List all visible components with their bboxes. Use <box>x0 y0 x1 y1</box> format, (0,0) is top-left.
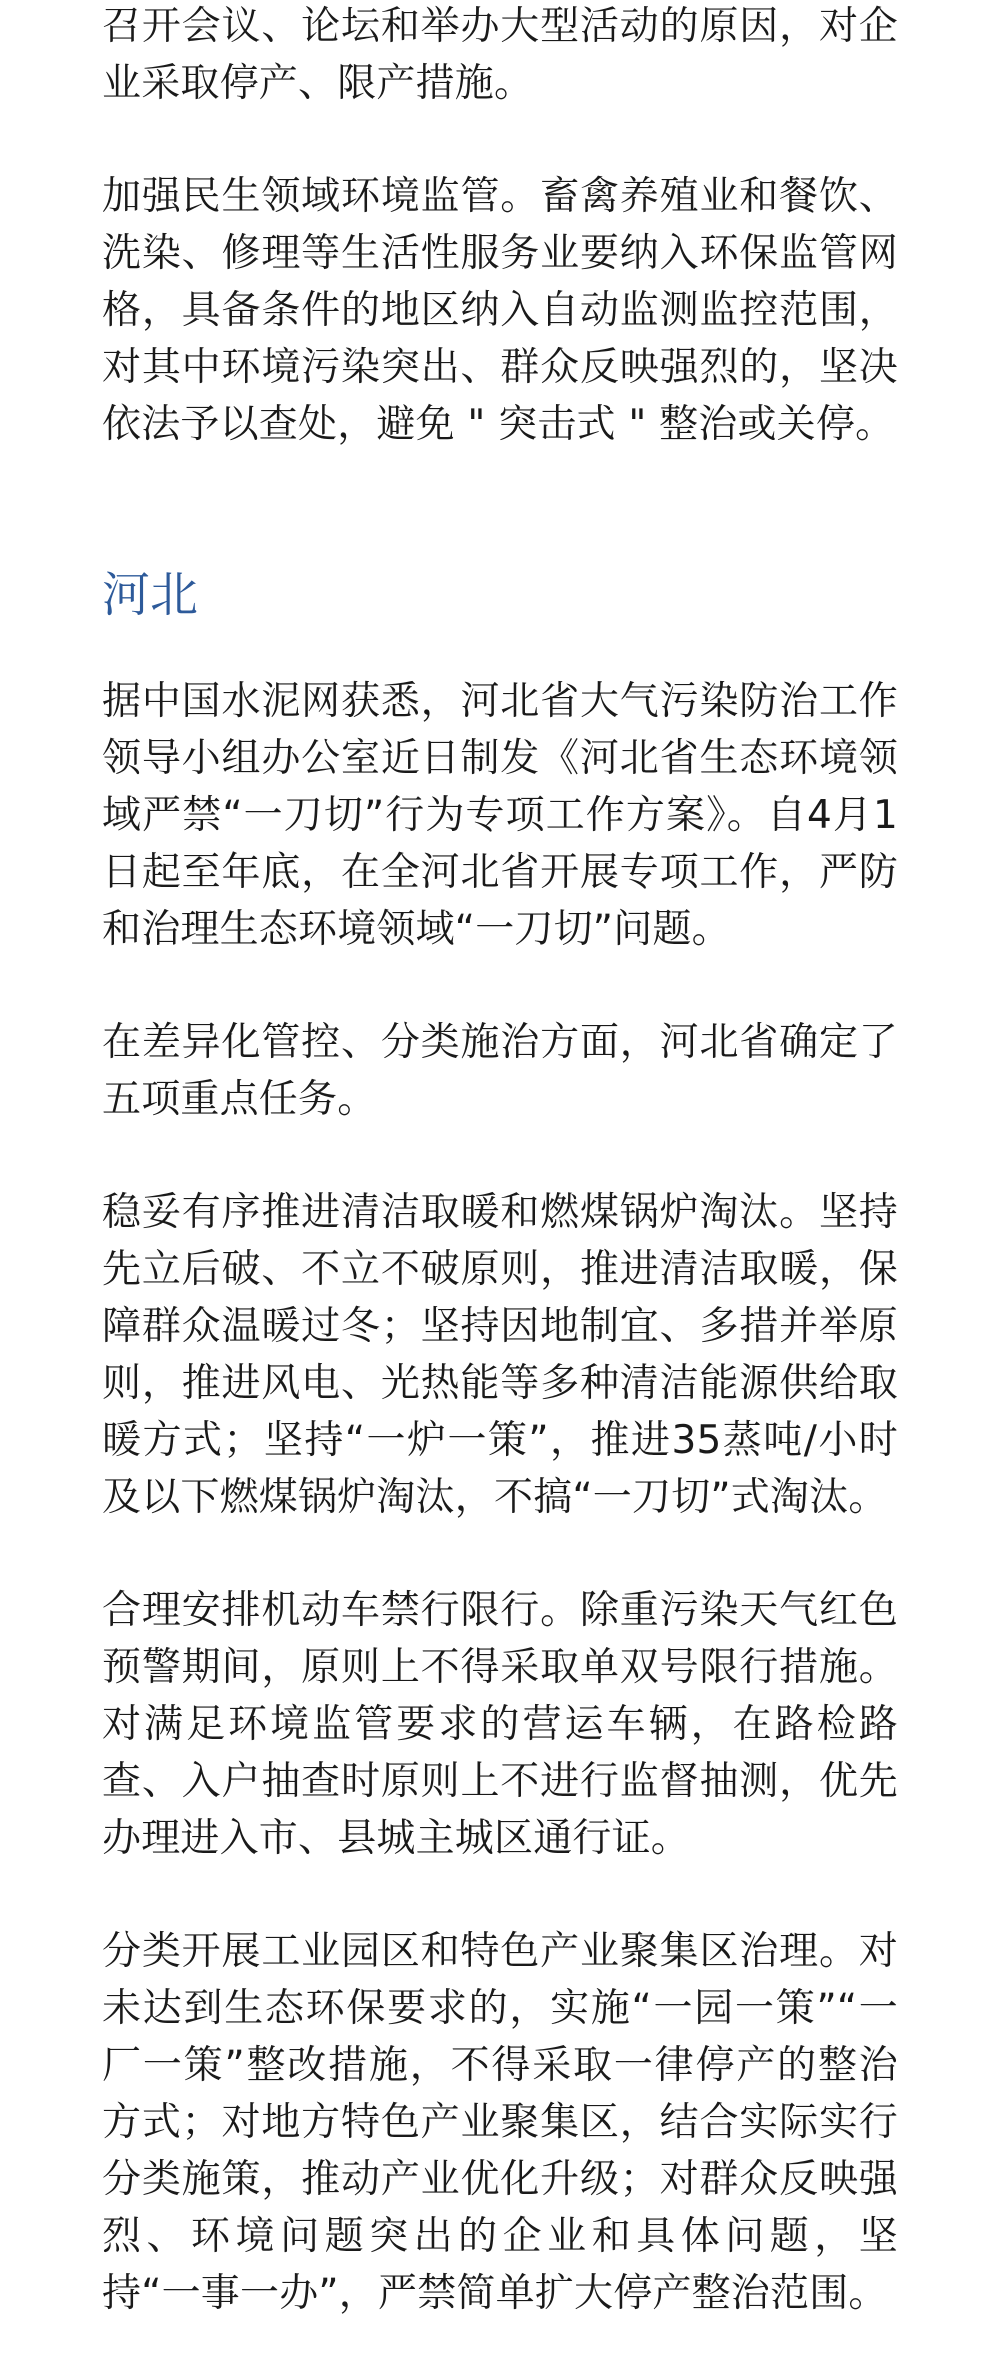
paragraph-livelihood-supervision: 加强民生领域环境监管。畜禽养殖业和餐饮、洗染、修理等生活性服务业要纳入环保监管网格，具备条件的地区纳入自动监测监控范围，对其中环境污染突出、群众反映强烈的，坚决依法予以查处，避免 " 突击式 " 整治或关停。 <box>102 174 898 447</box>
paragraph-clean-heating: 稳妥有序推进清洁取暖和燃煤锅炉淘汰。坚持先立后破、不立不破原则，推进清洁取暖，保障群众温暖过冬；坚持因地制宜、多措并举原则，推进风电、光热能等多种清洁能源供给取暖方式；坚持“一炉一策”，推进35蒸吨/小时及以下燃煤锅炉淘汰，不搞“一刀切”式淘汰。 <box>102 1190 898 1520</box>
paragraph-industrial-parks: 分类开展工业园区和特色产业聚集区治理。对未达到生态环保要求的，实施“一园一策”“一厂一策”整改措施，不得采取一律停产的整治方式；对地方特色产业聚集区，结合实际实行分类施策，推动产业优化升级；对群众反映强烈、环境问题突出的企业和具体问题，坚持“一事一办”，严禁简单扩大停产整治范围。 <box>102 1929 898 2316</box>
paragraph-meeting-measures: 召开会议、论坛和举办大型活动的原因，对企业采取停产、限产措施。 <box>102 4 898 106</box>
section-heading-hebei: 河北 <box>102 567 199 623</box>
paragraph-vehicle-restriction: 合理安排机动车禁行限行。除重污染天气红色预警期间，原则上不得采取单双号限行措施。对满足环境监管要求的营运车辆，在路检路查、入户抽查时原则上不进行监督抽测，优先办理进入市、县城主城区通行证。 <box>102 1588 898 1861</box>
paragraph-hebei-plan: 据中国水泥网获悉，河北省大气污染防治工作领导小组办公室近日制发《河北省生态环境领域严禁“一刀切”行为专项工作方案》。自4月1日起至年底，在全河北省开展专项工作，严防和治理生态环境领域“一刀切”问题。 <box>102 679 898 952</box>
paragraph-five-tasks: 在差异化管控、分类施治方面，河北省确定了五项重点任务。 <box>102 1020 898 1122</box>
